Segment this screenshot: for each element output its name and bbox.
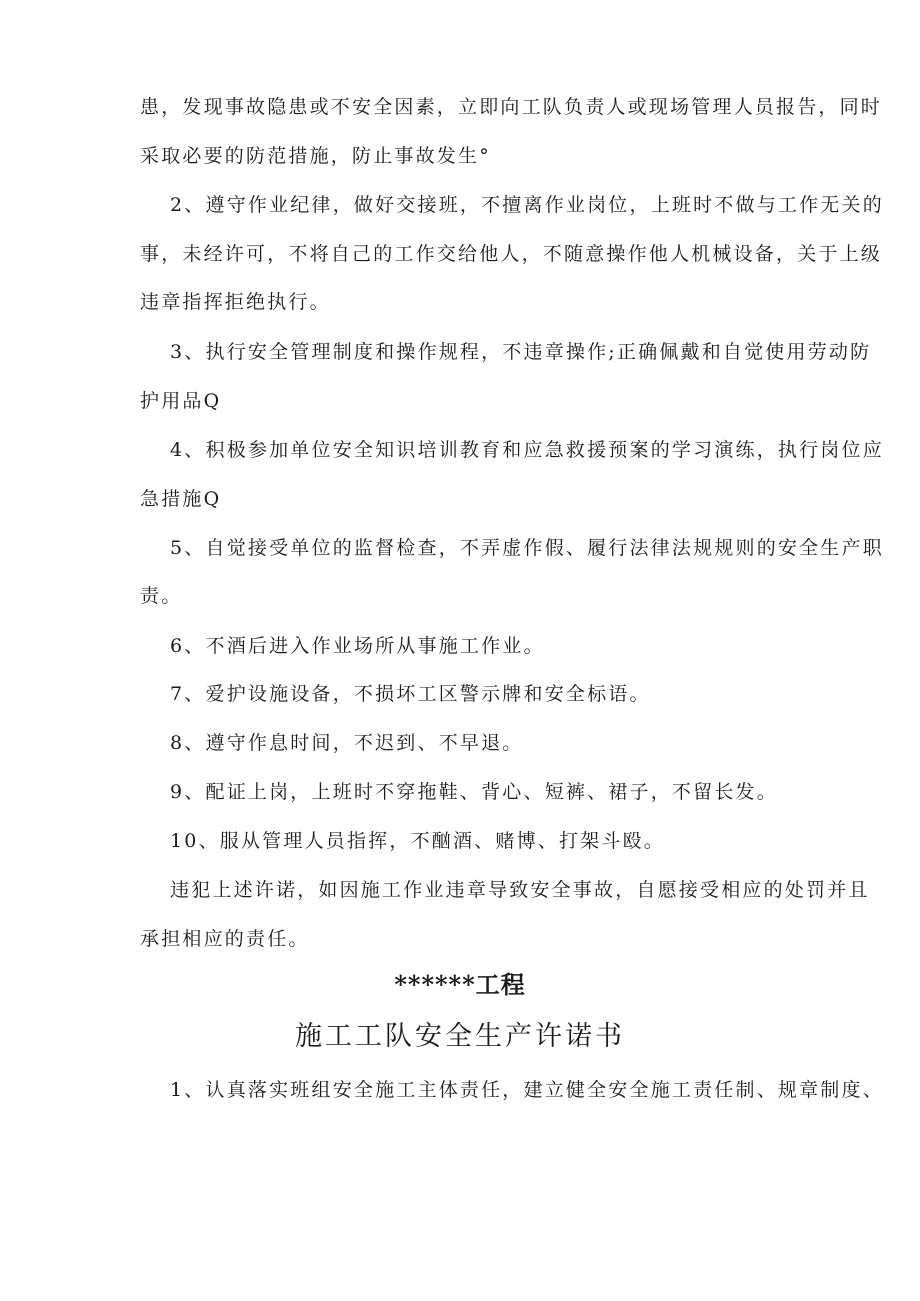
clause-8-line: 8、遵守作息时间，不迟到、不早退。	[170, 732, 524, 754]
clause-5-line: 5、自觉接受单位的监督检查，不弄虚作假、履行法律法规规则的安全生产职	[170, 537, 884, 559]
clause-7-line: 7、爱护设施设备，不损坏工区警示牌和安全标语。	[170, 683, 651, 705]
closing-statement-line: 违犯上述许诺，如因施工作业违章导致安全事故，自愿接受相应的处罚并且	[170, 879, 870, 901]
paragraph-line: 事，未经许可，不将自己的工作交给他人，不随意操作他人机械设备，关于上级	[140, 243, 883, 265]
clause-9-line: 9、配证上岗，上班时不穿拖鞋、背心、短裤、裙子，不留长发。	[170, 781, 778, 803]
paragraph-line: 护用品Q	[140, 390, 222, 412]
paragraph-line: 患，发现事故隐患或不安全因素，立即向工队负责人或现场管理人员报告，同时	[140, 96, 883, 118]
clause-2-line: 2、遵守作业纪律，做好交接班，不擅离作业岗位，上班时不做与工作无关的	[170, 194, 884, 216]
document-title: 施工工队安全生产许诺书	[295, 1021, 625, 1052]
project-title: ******工程	[394, 970, 526, 999]
paragraph-line: 采取必要的防范措施，防止事故发生°	[140, 145, 491, 167]
paragraph-line: 违章指挥拒绝执行。	[140, 291, 331, 313]
clause-10-line: 10、服从管理人员指挥，不酗酒、赌博、打架斗殴。	[170, 830, 665, 852]
clause-4-line: 4、积极参加单位安全知识培训教育和应急救援预案的学习演练，执行岗位应	[170, 439, 884, 461]
clause-6-line: 6、不酒后进入作业场所从事施工作业。	[170, 635, 545, 657]
paragraph-line: 急措施Q	[140, 488, 222, 510]
clause-1-line: 1、认真落实班组安全施工主体责任，建立健全安全施工责任制、规章制度、	[170, 1079, 884, 1101]
paragraph-line: 承担相应的责任。	[140, 928, 310, 950]
clause-3-line: 3、执行安全管理制度和操作规程，不违章操作;正确佩戴和自觉使用劳动防	[170, 341, 872, 363]
paragraph-line: 责。	[140, 585, 183, 607]
